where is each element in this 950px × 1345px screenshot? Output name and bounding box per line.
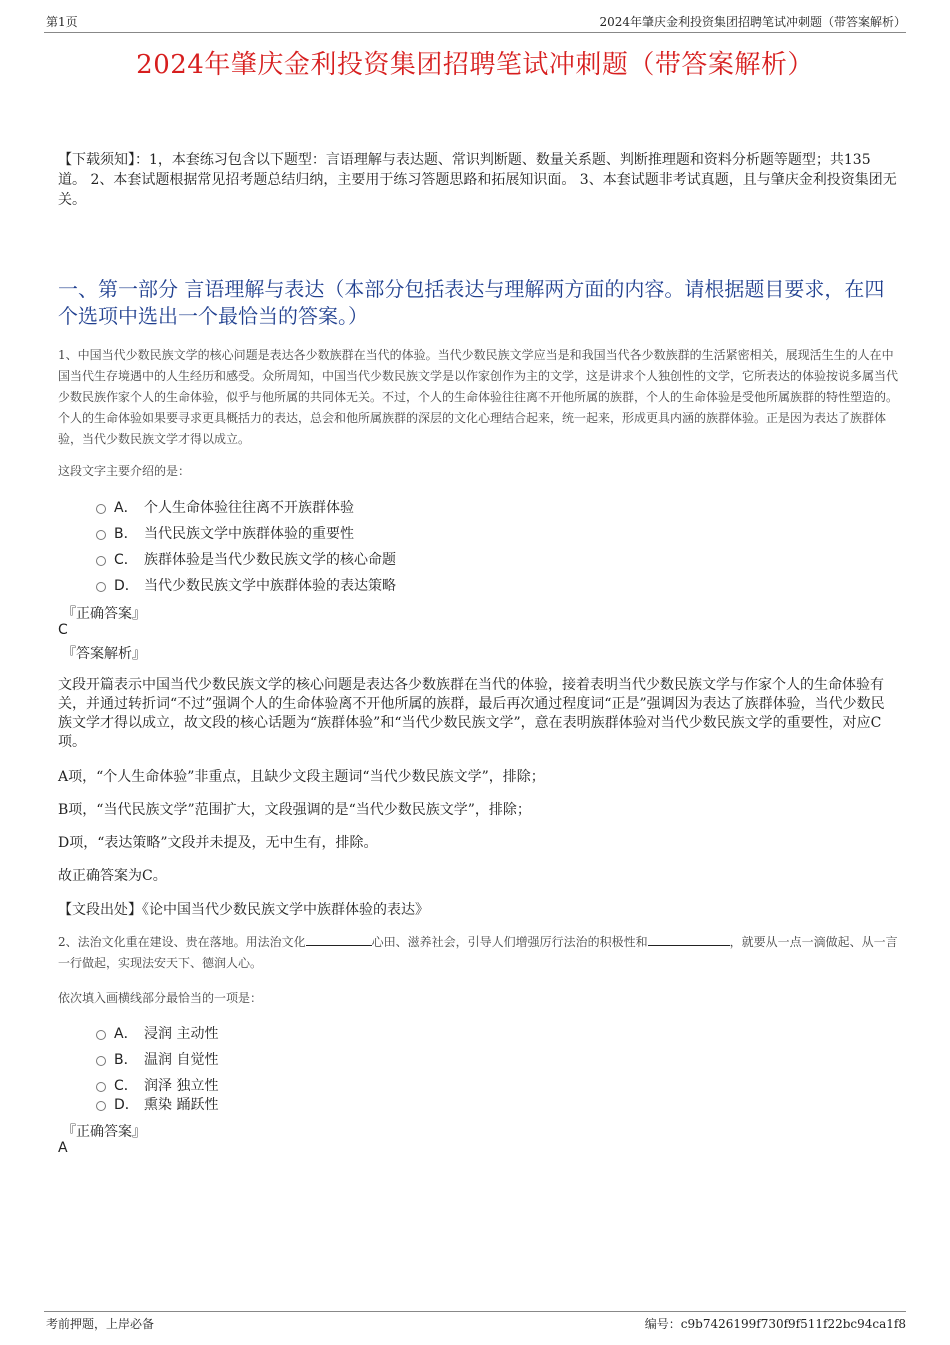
q1-prompt: 这段文字主要介绍的是： [58, 464, 191, 478]
option-text: 当代少数民族文学中族群体验的表达策略 [144, 578, 396, 594]
option-letter: B． [114, 526, 138, 542]
page-title: 2024年肇庆金利投资集团招聘笔试冲刺题（带答案解析） [136, 50, 814, 80]
radio-icon[interactable] [96, 582, 106, 592]
option-letter: D． [114, 578, 139, 594]
q2-passage [58, 932, 898, 974]
radio-icon[interactable] [96, 1101, 106, 1111]
radio-icon[interactable] [96, 556, 106, 566]
q2-answer: A [58, 1140, 68, 1156]
footer-divider [44, 1311, 906, 1312]
option-letter: A． [114, 500, 138, 516]
fill-blank-1[interactable] [306, 934, 372, 946]
q1-conclusion: 故正确答案为C。 [58, 868, 167, 884]
q1-option-b[interactable] [96, 523, 354, 543]
option-letter: C． [114, 1078, 138, 1094]
option-text: 熏染 踊跃性 [144, 1097, 219, 1113]
option-text: 温润 自觉性 [144, 1052, 219, 1068]
header-divider [44, 32, 906, 33]
option-letter: B． [114, 1052, 138, 1068]
option-letter: D． [114, 1097, 139, 1113]
page-number: 第1页 [46, 15, 78, 29]
q2-prompt: 依次填入画横线部分最恰当的一项是： [58, 991, 263, 1005]
radio-icon[interactable] [96, 504, 106, 514]
q2-passage-part3: ，就要从一点一滴做起、从一言一行做起，实现法安天下、德润人心。 [58, 935, 898, 970]
fill-blank-2[interactable] [648, 934, 730, 946]
option-letter: C． [114, 552, 138, 568]
q1-analysis-label: 『答案解析』 [62, 646, 146, 662]
download-notice: 【下载须知】：1，本套练习包含以下题型：言语理解与表达题、常识判断题、数量关系题、判断推理题和资料分析题等题型；共135道。 2、本套试题根据常见招考题总结归纳，主要用于练习答题思路和拓展知识面。 3、本套试题非考试真题，且与肇庆金利投资集团无关。 [58, 152, 897, 208]
q1-note-d: D项，“表达策略”文段并未提及，无中生有，排除。 [58, 835, 378, 851]
option-text: 族群体验是当代少数民族文学的核心命题 [144, 552, 396, 568]
option-letter: A． [114, 1026, 138, 1042]
header-doc-title: 2024年肇庆金利投资集团招聘笔试冲刺题（带答案解析） [599, 15, 906, 29]
radio-icon[interactable] [96, 1056, 106, 1066]
radio-icon[interactable] [96, 1082, 106, 1092]
q1-answer: C [58, 622, 68, 638]
q2-answer-label: 『正确答案』 [62, 1124, 146, 1140]
q1-answer-label: 『正确答案』 [62, 606, 146, 622]
q2-option-b[interactable] [96, 1049, 218, 1069]
option-text: 个人生命体验往往离不开族群体验 [144, 500, 354, 516]
q2-option-d[interactable] [96, 1094, 218, 1114]
option-text: 润泽 独立性 [144, 1078, 219, 1094]
q1-note-a: A项，“个人生命体验”非重点，且缺少文段主题词“当代少数民族文学”，排除； [58, 769, 545, 785]
q1-option-c[interactable] [96, 549, 396, 569]
section-heading: 一、第一部分 言语理解与表达（本部分包括表达与理解两方面的内容。请根据题目要求，在四个选项中选出一个最恰当的答案。） [58, 277, 885, 328]
q1-source: 【文段出处】《论中国当代少数民族文学中族群体验的表达》 [58, 902, 429, 918]
q2-passage-part2: 心田、滋养社会，引导人们增强厉行法治的积极性和 [371, 935, 648, 949]
option-text: 当代民族文学中族群体验的重要性 [144, 526, 354, 542]
footer-slogan: 考前押题，上岸必备 [46, 1317, 155, 1331]
document-code: 编号：c9b7426199f730f9f511f22bc94ca1f8 [644, 1317, 906, 1331]
q1-analysis: 文段开篇表示中国当代少数民族文学的核心问题是表达各少数族群在当代的体验，接着表明当代少数民族文学与作家个人的生命体验有关，并通过转折词“不过”强调个人的生命体验离不开他所属的族群，最后再次通过程度词“正是”强调因为表达了族群体验，当代少数民族文学才得以成立，故文段的核心话题为“族群体验”和“当代少数民族文学”，意在表明族群体验对当代少数民族文学的重要性，对应C项。 [58, 677, 885, 750]
q1-passage: 1、中国当代少数民族文学的核心问题是表达各少数族群在当代的体验。当代少数民族文学应当是和我国当代各少数族群的生活紧密相关，展现活生生的人在中国当代生存境遇中的人生经历和感受。众所周知，中国当代少数民族文学是以作家创作为主的文学，这是讲求个人独创性的文学，它所表达的体验按说多属当代少数民族作家个人的生命体验，似乎与他所属的共同体无关。不过，个人的生命体验往往离不开他所属的族群，个人的生命体验是受他所属族群的特性塑造的。个人的生命体验如果要寻求更具概括力的表达，总会和他所属族群的深层的文化心理结合起来，统一起来，形成更具内涵的族群体验。正是因为表达了族群体验，当代少数民族文学才得以成立。 [58, 348, 899, 446]
q1-note-b: B项，“当代民族文学”范围扩大，文段强调的是“当代少数民族文学”，排除； [58, 802, 531, 818]
q1-option-a[interactable] [96, 497, 354, 517]
q1-option-d[interactable] [96, 575, 396, 595]
radio-icon[interactable] [96, 1030, 106, 1040]
q2-passage-part1: 2、法治文化重在建设、贵在落地。用法治文化 [58, 935, 306, 949]
option-text: 浸润 主动性 [144, 1026, 219, 1042]
q2-option-c[interactable] [96, 1075, 218, 1095]
radio-icon[interactable] [96, 530, 106, 540]
q2-option-a[interactable] [96, 1023, 218, 1043]
